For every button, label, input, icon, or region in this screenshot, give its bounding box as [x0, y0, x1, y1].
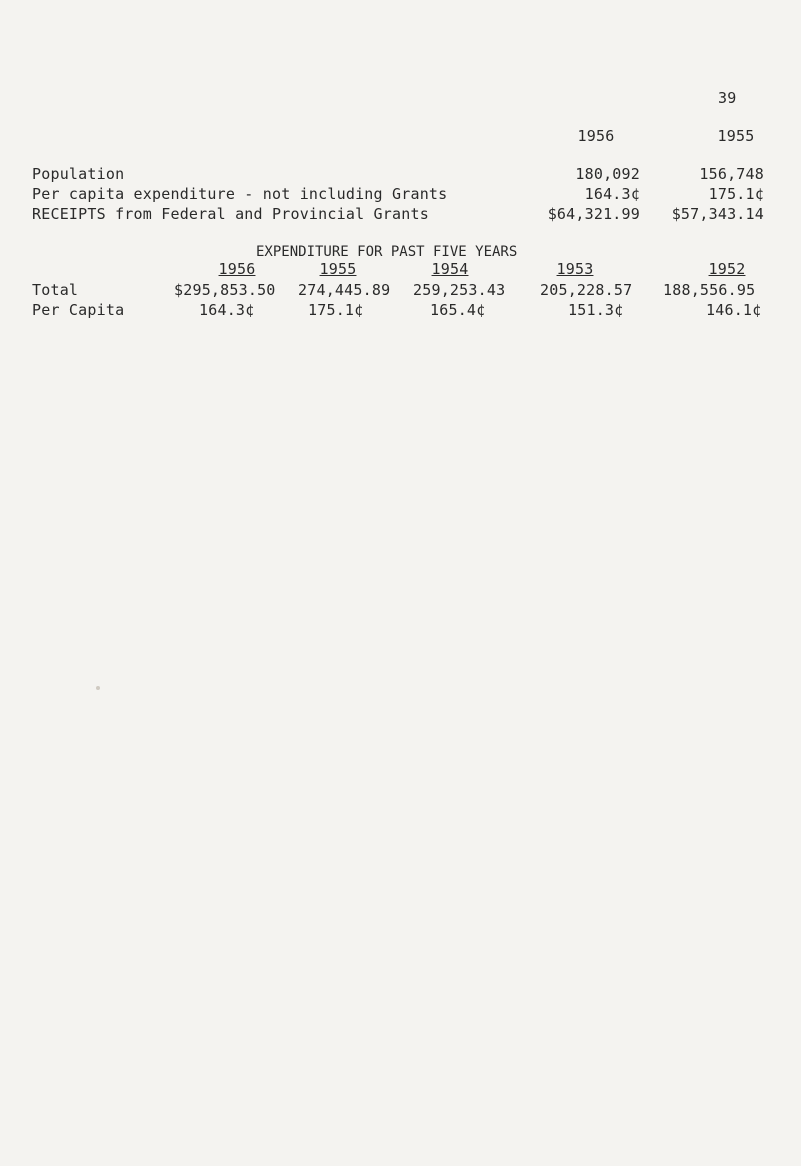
summary-value: 175.1¢: [708, 185, 764, 203]
summary-year-header: 1956: [577, 127, 615, 145]
five-year-title: EXPENDITURE FOR PAST FIVE YEARS: [256, 244, 518, 260]
page-number: 39: [718, 89, 737, 107]
summary-value: 164.3¢: [584, 185, 640, 203]
summary-year-header: 1955: [717, 127, 755, 145]
five-year-year-header: 1954: [431, 260, 469, 278]
five-year-row-label: Total: [32, 281, 79, 299]
summary-row-label: Per capita expenditure - not including Grants: [32, 185, 448, 203]
summary-value: $57,343.14: [671, 205, 764, 223]
five-year-year-header: 1953: [556, 260, 594, 278]
five-year-value: 175.1¢: [308, 301, 364, 319]
summary-row-label: Population: [32, 165, 125, 183]
summary-value: 180,092: [575, 165, 640, 183]
paper-speck: [96, 686, 100, 690]
summary-value: 156,748: [699, 165, 764, 183]
five-year-value: 151.3¢: [568, 301, 624, 319]
five-year-value: 165.4¢: [430, 301, 486, 319]
five-year-year-header: 1956: [218, 260, 256, 278]
summary-value: $64,321.99: [547, 205, 640, 223]
five-year-row-label: Per Capita: [32, 301, 125, 319]
five-year-value: 164.3¢: [199, 301, 255, 319]
five-year-value: 146.1¢: [706, 301, 762, 319]
five-year-value: 188,556.95: [663, 281, 756, 299]
five-year-year-header: 1955: [319, 260, 357, 278]
five-year-value: $295,853.50: [174, 281, 276, 299]
summary-row-label: RECEIPTS from Federal and Provincial Grants: [32, 205, 429, 223]
five-year-year-header: 1952: [708, 260, 746, 278]
five-year-value: 274,445.89: [298, 281, 391, 299]
five-year-value: 259,253.43: [413, 281, 506, 299]
five-year-value: 205,228.57: [540, 281, 633, 299]
